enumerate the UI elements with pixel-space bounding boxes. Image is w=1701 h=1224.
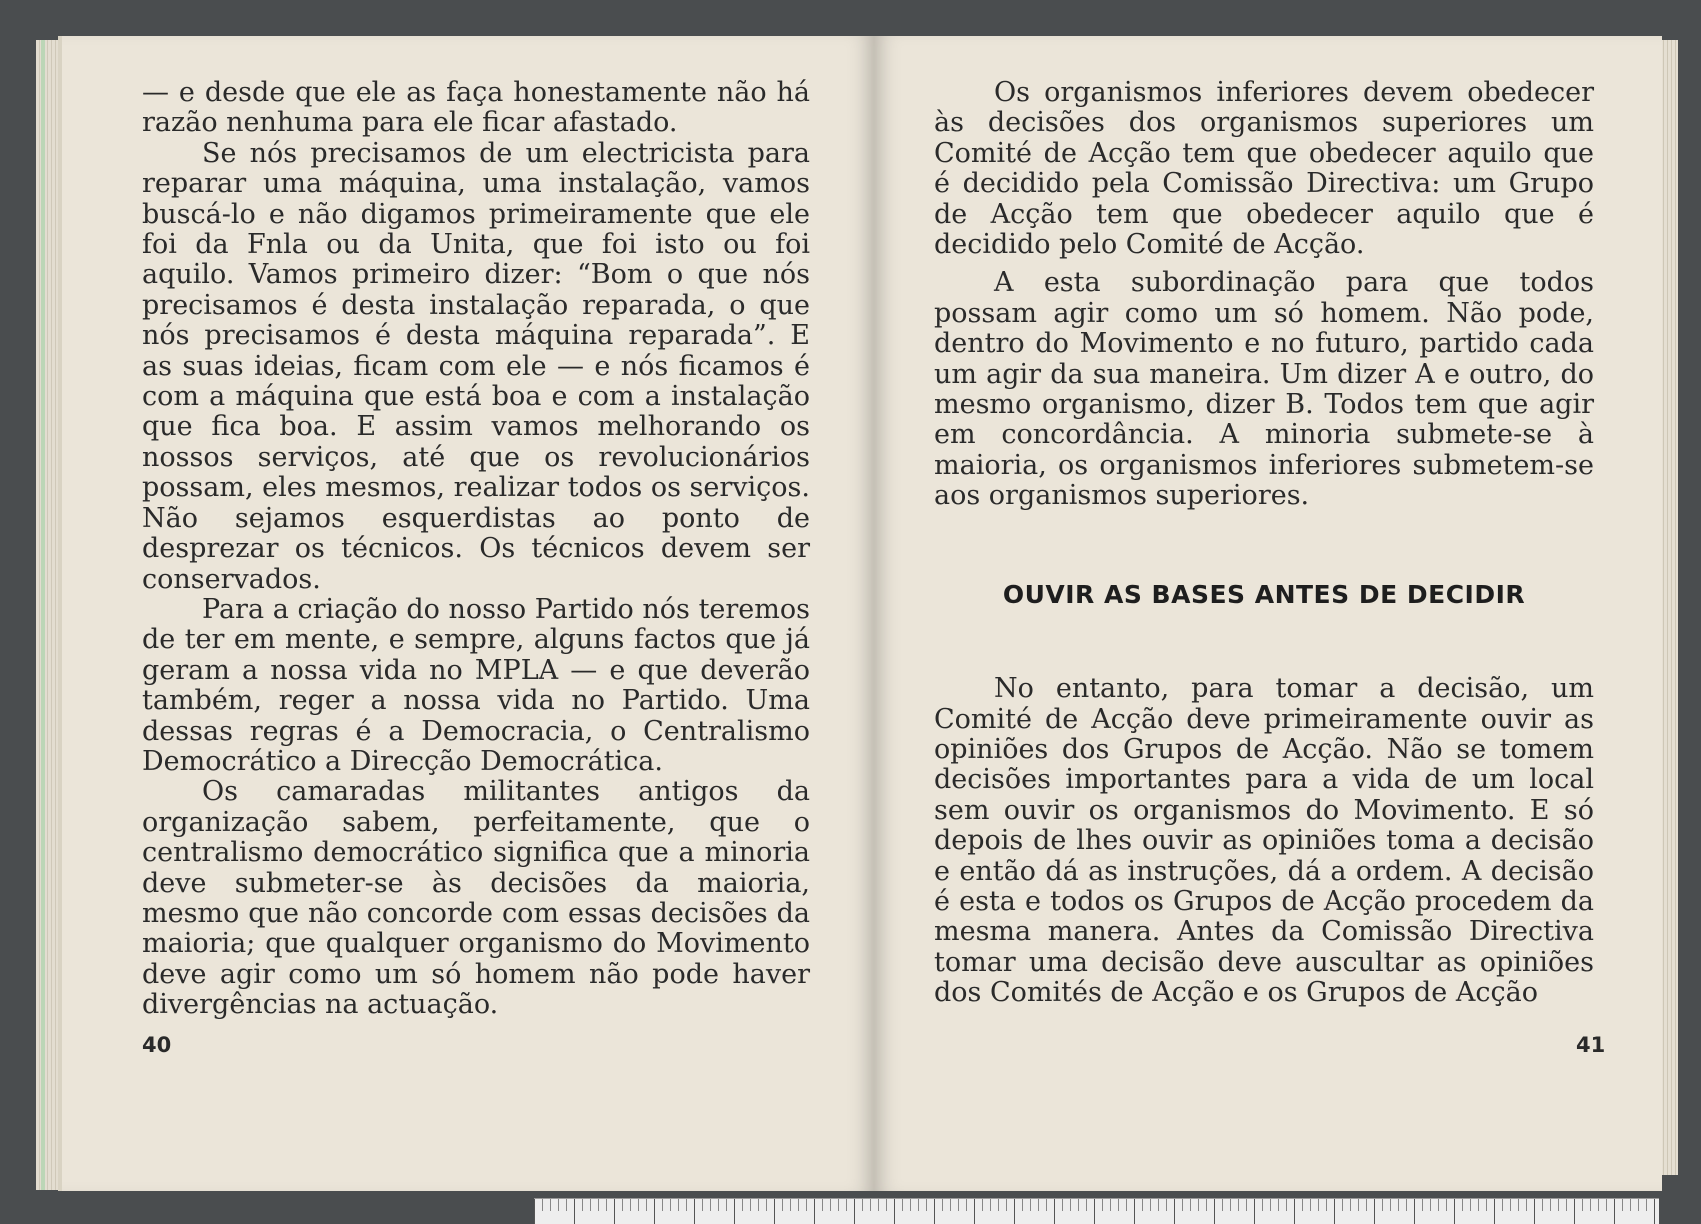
left-page xyxy=(58,36,874,1191)
page-number-right: 41 xyxy=(1576,1033,1606,1057)
right-paragraph-2: A esta subordinação para que todos possam agir como um só homem. Não pode, dentro do Movimento e no futuro, partido cada um agir da sua maneira. Um dizer A e outro, do mesmo organismo, dizer B. Todos tem que agir em concordância. A minoria submete-se à maioria, os organismos inferiores submetem-se aos organismos superiores. xyxy=(934,267,1594,512)
right-page-edges xyxy=(1660,40,1678,1175)
right-paragraph-3: No entanto, para tomar a decisão, um Comité de Acção deve primeiramente ouvir as opiniões dos Grupos de Acção. Não se tomem decisões importantes para a vida de um local sem ouvir os organismos do Movimento. E só depois de lhes ouvir as opiniões toma a decisão e então dá as instruções, dá a ordem. A decisão é esta e todos os Grupos de Acção procedem da mesma manera. Antes da Comissão Directiva tomar uma decisão deve auscultar as opiniões dos Comités de Acção e os Grupos de Acção xyxy=(934,673,1594,1009)
right-paragraph-1: Os organismos inferiores devem obedecer às decisões dos organismos superiores um Comité de Acção tem que obedecer aquilo que é decidido pela Comissão Directiva: um Grupo de Acção tem que obedecer aquilo que é decidido pelo Comité de Acção. xyxy=(934,77,1594,261)
left-paragraph-3: Para a criação do nosso Partido nós teremos de ter em mente, e sempre, alguns factos que já geram a nossa vida no MPLA — e que deverão também, reger a nossa vida no Partido. Uma dessas regras é a Democracia, o Centralismo Democrático a Direcção Democrática. xyxy=(142,593,810,777)
left-paragraph-1: — e desde que ele as faça honestamente não há razão nenhuma para ele ficar afastado. xyxy=(142,77,810,139)
left-page-text xyxy=(142,78,810,1021)
section-heading: OUVIR AS BASES ANTES DE DECIDIR xyxy=(1002,579,1526,609)
left-paragraph-2: Se nós precisamos de um electricista para reparar uma máquina, uma instalação, vamos buscá-lo e não digamos primeiramente que ele foi da Fnla ou da Unita, que foi isto ou foi aquilo. Vamos primeiro dizer: “Bom o que nós precisamos é desta instalação reparada, o que nós precisamos é desta máquina reparada”. E as suas ideias, ficam com ele — e nós ficamos é com a máquina que está boa e com a instalação que fica boa. E assim vamos melhorando os nossos serviços, até que os revolucionários possam, eles mesmos, realizar todos os serviços. Não sejamos esquerdistas ao ponto de desprezar os técnicos. Os técnicos devem ser conservados. xyxy=(142,137,810,595)
right-page-text xyxy=(934,78,1594,1009)
measurement-ruler xyxy=(534,1198,1659,1224)
right-page xyxy=(874,36,1662,1191)
left-paragraph-4: Os camaradas militantes antigos da organização sabem, perfeitamente, que o centralismo democrático significa que a minoria deve submeter-se às decisões da maioria, mesmo que não concorde com essas decisões da maioria; que qualquer organismo do Movimento deve agir como um só homem não pode haver divergências na actuação. xyxy=(142,776,810,1021)
page-number-left: 40 xyxy=(142,1033,172,1057)
